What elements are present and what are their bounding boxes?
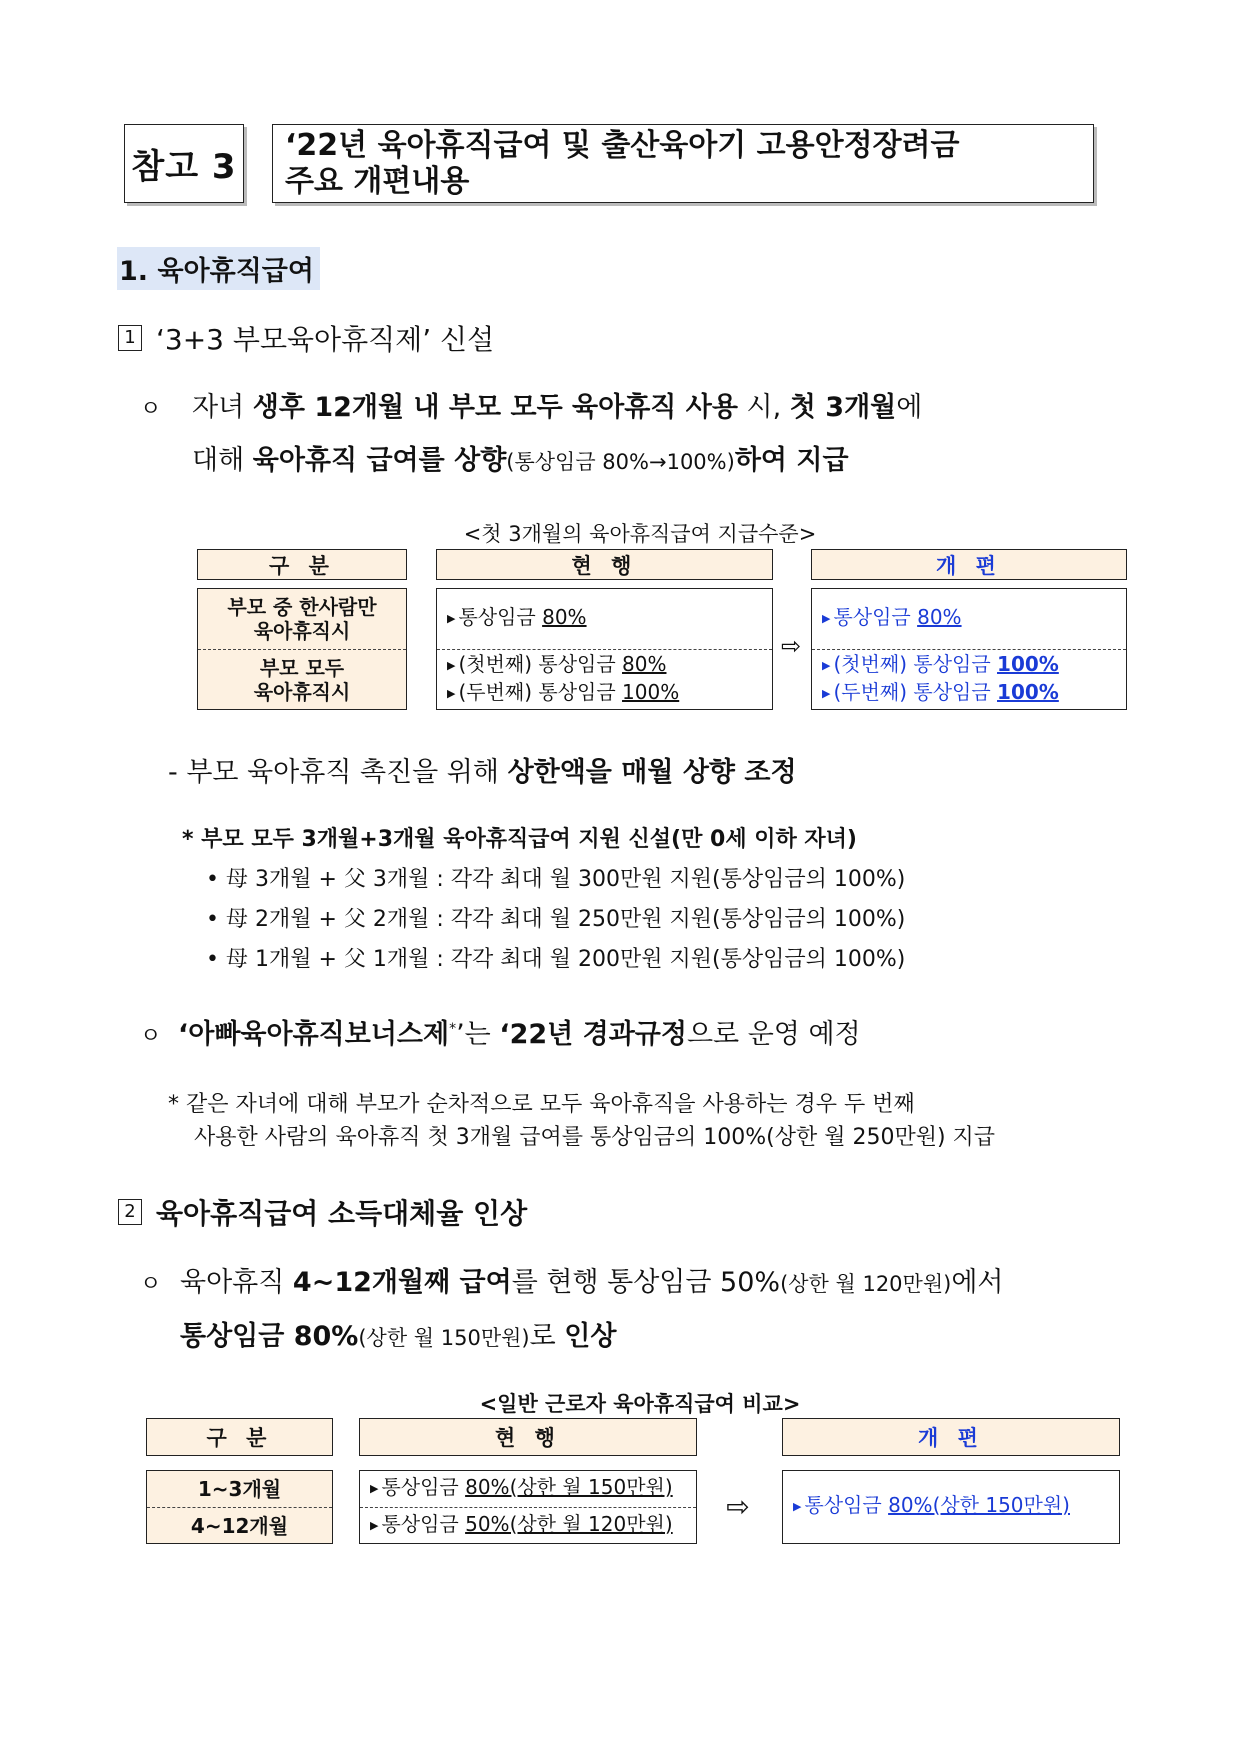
small-span: (상한 월 120만원) — [780, 1272, 952, 1296]
table2-reform-column — [782, 1470, 1120, 1544]
text-span: 육아휴직시 — [253, 619, 351, 643]
table2-reform-cell — [783, 1471, 1119, 1543]
table1-header-current: 현 행 — [436, 549, 773, 580]
item1-body-line1 — [140, 385, 922, 424]
table1-reform-column — [811, 588, 1127, 710]
item2-number-box: 2 — [118, 1199, 142, 1225]
table1-header-reform: 개 편 — [811, 549, 1127, 580]
text-span: (첫번째) 통상임금 — [458, 651, 623, 676]
table2-row1-category: 1~3개월 — [147, 1471, 332, 1508]
triangle-bullet-icon: ▶ — [447, 658, 456, 672]
underlined-value: 50%(상한 월 120만원) — [465, 1511, 673, 1536]
section-title: 1. 육아휴직급여 — [117, 247, 320, 290]
text-span: 를 현행 통상임금 50% — [511, 1267, 781, 1298]
item1-body-line2 — [192, 438, 849, 477]
underlined-value: 80% — [622, 651, 667, 676]
text-span: 육아휴직 — [180, 1267, 293, 1298]
document-title-line2: 주요 개편내용 — [285, 164, 470, 199]
bold-span: 4~12개월째 급여 — [292, 1267, 512, 1298]
bonus-line — [140, 1012, 861, 1051]
triangle-bullet-icon: ▶ — [370, 1482, 379, 1495]
item2-body-line2 — [180, 1314, 616, 1353]
underlined-value: 80%(상한 150만원) — [888, 1493, 1070, 1517]
table2-row2-category: 4~12개월 — [190, 1513, 289, 1538]
triangle-bullet-icon: ▶ — [793, 1500, 802, 1513]
text-span: 부모 모두 — [259, 655, 345, 680]
table1-current-column — [436, 588, 773, 710]
circle-bullet: ㅇ — [140, 397, 162, 422]
bold-span: ‘아빠육아휴직보너스제 — [178, 1019, 450, 1050]
small-span: (상한 월 150만원) — [358, 1326, 530, 1350]
underlined-value: 100% — [997, 679, 1059, 704]
table2-current-column — [359, 1470, 697, 1544]
document-title-line1: ‘22년 육아휴직급여 및 출산육아기 고용안정장려금 — [285, 128, 960, 163]
document-title-box — [272, 124, 1094, 203]
table1-row2-category — [198, 650, 406, 709]
note-item-2: • 母 2개월 + 父 2개월 : 각각 최대 월 250만원 지원(통상임금의 100%) — [206, 907, 906, 932]
triangle-bullet-icon: ▶ — [370, 1518, 379, 1532]
text-span: 부모 중 한사람만 — [227, 595, 377, 619]
table1-category-column — [197, 588, 407, 710]
table1-header-category: 구 분 — [197, 549, 407, 580]
underlined-value: 80% — [542, 605, 587, 629]
text-span: - 부모 육아휴직 촉진을 위해 — [168, 757, 508, 788]
bold-span: 인상 — [564, 1321, 617, 1352]
text-span: 로 — [529, 1321, 565, 1352]
text-span: 으로 운영 예정 — [686, 1019, 861, 1050]
text-span: 육아휴직시 — [253, 679, 351, 704]
text-span: 에서 — [951, 1267, 1004, 1298]
table1-row1-reform — [812, 589, 1126, 650]
text-span: (두번째) 통상임금 — [833, 679, 998, 704]
item2-heading-text: 육아휴직급여 소득대체율 인상 — [156, 1197, 528, 1230]
triangle-bullet-icon: ▶ — [447, 612, 456, 625]
triangle-bullet-icon: ▶ — [447, 686, 456, 700]
bold-span: 통상임금 80% — [180, 1321, 359, 1352]
item1-number-box: 1 — [118, 325, 142, 351]
triangle-bullet-icon: ▶ — [822, 658, 831, 672]
table2-row2-current — [360, 1508, 696, 1543]
text-span: 통상임금 — [804, 1493, 889, 1517]
item1-dash-line — [168, 750, 797, 789]
note-item-1: • 母 3개월 + 父 3개월 : 각각 최대 월 300만원 지원(통상임금의 100%) — [206, 867, 906, 892]
text-span: (두번째) 통상임금 — [458, 679, 623, 704]
triangle-bullet-icon: ▶ — [822, 612, 831, 625]
table1-row2-reform — [812, 650, 1126, 709]
item2-heading — [118, 1192, 527, 1232]
underlined-value: 100% — [997, 651, 1059, 676]
text-span: 통상임금 — [381, 1511, 466, 1536]
table2-header-category: 구 분 — [146, 1418, 333, 1456]
text-span: 통상임금 — [833, 605, 918, 629]
circle-bullet: ㅇ — [140, 1024, 162, 1049]
bold-span: 하여 지급 — [734, 445, 849, 476]
table2-header-current: 현 행 — [359, 1418, 697, 1456]
small-span: (통상임금 80%→100%) — [506, 450, 735, 474]
circle-bullet: ㅇ — [140, 1272, 162, 1297]
text-span: 통상임금 — [458, 605, 543, 629]
bold-span: ‘22년 경과규정 — [499, 1019, 687, 1050]
bold-span: 상한액을 매월 상향 조정 — [507, 757, 797, 788]
footnote-marker: * — [449, 1021, 457, 1037]
table2-category-column — [146, 1470, 333, 1544]
underlined-value: 80%(상한 월 150만원) — [465, 1475, 673, 1499]
table1-row1-current — [437, 589, 772, 650]
bonus-note-line2: 사용한 사람의 육아휴직 첫 3개월 급여를 통상임금의 100%(상한 월 250만원) 지급 — [194, 1125, 996, 1150]
note-item-3: • 母 1개월 + 父 1개월 : 각각 최대 월 200만원 지원(통상임금의 100%) — [206, 947, 906, 972]
bonus-note-line1: * 같은 자녀에 대해 부모가 순차적으로 모두 육아휴직을 사용하는 경우 두 번째 — [168, 1092, 915, 1117]
underlined-value: 100% — [622, 679, 680, 704]
item2-body-line1 — [140, 1260, 1003, 1299]
right-arrow-icon: ⇨ — [780, 632, 802, 660]
triangle-bullet-icon: ▶ — [822, 686, 831, 700]
bold-span: 육아휴직 급여를 상향 — [252, 445, 507, 476]
right-arrow-icon: ⇨ — [726, 1490, 750, 1523]
table2-row1-current — [360, 1471, 696, 1508]
bold-span: 생후 12개월 내 부모 모두 육아휴직 사용 — [252, 392, 738, 423]
item1-heading — [118, 318, 494, 358]
text-span: 대해 — [192, 445, 253, 476]
item1-heading-text: ‘3+3 부모육아휴직제’ 신설 — [156, 323, 495, 356]
text-span: 에 — [896, 392, 923, 423]
reference-label: 참고 3 — [124, 124, 244, 203]
note-title: * 부모 모두 3개월+3개월 육아휴직급여 지원 신설(만 0세 이하 자녀) — [182, 827, 857, 852]
bold-span: 첫 3개월 — [789, 392, 897, 423]
table1-row2-current — [437, 650, 772, 709]
table2-header-reform: 개 편 — [782, 1418, 1120, 1456]
table1-row1-category — [198, 589, 406, 650]
table2-caption: <일반 근로자 육아휴직급여 비교> — [479, 1392, 801, 1416]
table1-caption: <첫 3개월의 육아휴직급여 지급수준> — [463, 522, 817, 546]
text-span: 통상임금 — [381, 1475, 466, 1499]
text-span: 시, — [737, 392, 790, 423]
text-span: (첫번째) 통상임금 — [833, 651, 998, 676]
text-span: ’는 — [456, 1019, 500, 1050]
underlined-value: 80% — [917, 605, 962, 629]
text-span: 자녀 — [192, 392, 253, 423]
